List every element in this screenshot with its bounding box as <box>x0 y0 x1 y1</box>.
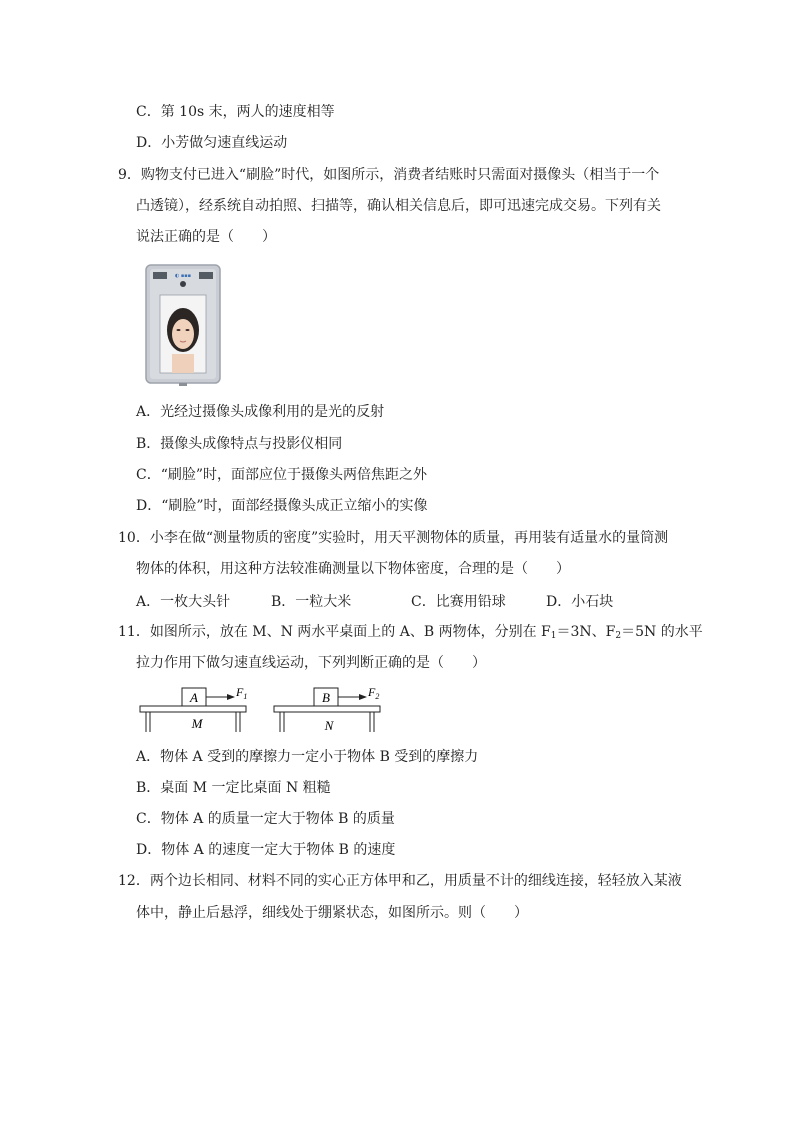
table-m-label: M <box>191 716 203 731</box>
q11-stem-line2: 拉力作用下做匀速直线运动，下列判断正确的是（ ） <box>136 655 486 671</box>
q11-option-a: A．物体 A 受到的摩擦力一定小于物体 B 受到的摩擦力 <box>136 749 479 765</box>
q9-stem-line1: 9．购物支付已进入“刷脸”时代，如图所示，消费者结账时只需面对摄像头（相当于一个 <box>118 167 660 183</box>
q9-option-c: C．“刷脸”时，面部应位于摄像头两倍焦距之外 <box>136 467 428 483</box>
q10-option-b: B．一粒大米 <box>271 594 352 610</box>
force-f1-label: $F_1$ <box>236 685 248 701</box>
force-diagram <box>138 684 388 736</box>
q9-option-b: B．摄像头成像特点与投影仪相同 <box>136 436 343 452</box>
face-payment-device-image <box>145 264 221 386</box>
force-f2-label: $F_2$ <box>368 685 380 701</box>
q8-option-d: D．小芳做匀速直线运动 <box>136 135 288 151</box>
q10-stem-line1: 10．小李在做“测量物质的密度”实验时，用天平测物体的质量，再用装有适量水的量筒测 <box>118 530 669 546</box>
q11-stem-text-1: 11．如图所示，放在 M、N 两水平桌面上的 A、B 两物体，分别在 F <box>118 624 551 640</box>
q9-stem-line3: 说法正确的是（ ） <box>136 229 276 245</box>
q10-option-a: A．一枚大头针 <box>136 594 231 610</box>
q10-option-c: C．比赛用铅球 <box>411 594 506 610</box>
q10-options-row <box>136 591 696 611</box>
q11-stem-text-2: ＝3N、F <box>556 624 616 640</box>
q9-option-a: A．光经过摄像头成像利用的是光的反射 <box>136 404 385 420</box>
q12-stem-line2: 体中，静止后悬浮，细线处于绷紧状态，如图所示。则（ ） <box>136 905 528 921</box>
q11-option-d: D．物体 A 的速度一定大于物体 B 的速度 <box>136 842 396 858</box>
q11-stem-line1 <box>118 622 703 646</box>
q10-option-d: D．小石块 <box>546 594 614 610</box>
q9-option-d: D．“刷脸”时，面部经摄像头成正立缩小的实像 <box>136 498 428 514</box>
svg-text:◐ ▪▪▪: ◐ ▪▪▪ <box>174 273 192 279</box>
q11-option-c: C．物体 A 的质量一定大于物体 B 的质量 <box>136 811 395 827</box>
q11-f1-subscript: 1 <box>550 631 557 641</box>
block-b-label: B <box>322 690 330 705</box>
q11-f2-subscript: 2 <box>615 631 622 641</box>
q11-option-b: B．桌面 M 一定比桌面 N 粗糙 <box>136 780 331 796</box>
table-n-label: N <box>324 718 334 733</box>
q12-stem-line1: 12．两个边长相同、材料不同的实心正方体甲和乙，用质量不计的细线连接，轻轻放入某液 <box>118 873 682 889</box>
q9-stem-line2: 凸透镜），经系统自动拍照、扫描等，确认相关信息后，即可迅速完成交易。下列有关 <box>136 198 661 214</box>
q10-stem-line2: 物体的体积，用这种方法较准确测量以下物体密度，合理的是（ ） <box>136 561 570 577</box>
block-a-label: A <box>190 690 198 705</box>
q8-option-c: C．第 10s 末，两人的速度相等 <box>136 104 335 120</box>
q11-stem-text-3: ＝5N 的水平 <box>621 624 703 640</box>
